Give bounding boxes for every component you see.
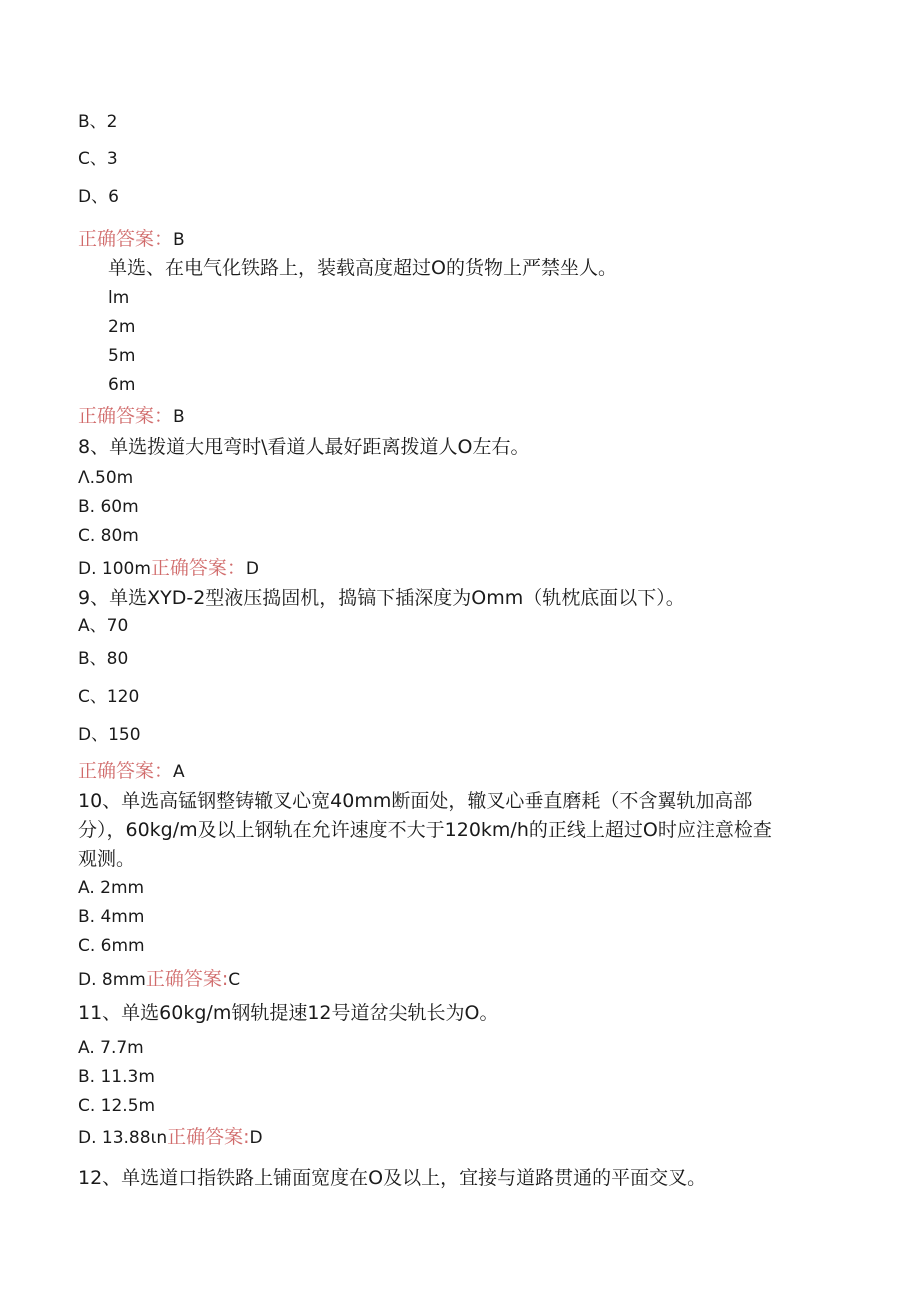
answer-value: D: [245, 559, 260, 579]
option-d: D. 100m: [78, 559, 151, 579]
question-text-cont: 分），60kg∕m及以上钢轨在允许速度不大于120km∕h的正线上超过O时应注意检查: [78, 819, 772, 841]
option-d-with-answer: [78, 968, 240, 991]
question-text: 10、单选高锰钢整铸辙叉心宽40mm断面处，辙叉心垂直磨耗（不含翼轨加高部: [78, 790, 753, 812]
question-text: 12、单选道口指铁路上铺面宽度在O及以上，宜接与道路贯通的平面交叉。: [78, 1167, 707, 1189]
option-c: C. 80m: [78, 526, 139, 546]
question-text: 9、单选XYD-2型液压捣固机，捣镐下插深度为Omm（轨枕底面以下）。: [78, 587, 685, 609]
question-text-cont: 观测。: [78, 848, 136, 870]
answer-value: B: [173, 407, 185, 427]
option-d: D、6: [78, 187, 119, 207]
option-a: Λ.50m: [78, 468, 134, 488]
option-d: D. 8mm: [78, 970, 146, 990]
option-c: C. 6mm: [78, 936, 145, 956]
option-d: 6m: [108, 375, 136, 395]
answer-label: 正确答案：: [150, 557, 246, 579]
answer-value: C: [228, 970, 241, 990]
option-b: B、2: [78, 112, 118, 132]
option-a: A. 2mm: [78, 878, 145, 898]
answer-label: 正确答案:: [167, 1126, 250, 1148]
answer-value: A: [173, 762, 185, 782]
answer-label: 正确答案：: [78, 405, 174, 427]
answer-value: D: [249, 1128, 263, 1148]
option-c: 5m: [108, 346, 136, 366]
question-text: 11、单选60kg∕m钢轨提速12号道岔尖轨长为O。: [78, 1002, 499, 1024]
option-b: B. 4mm: [78, 907, 145, 927]
option-d-with-answer: [78, 557, 259, 580]
option-b: B、80: [78, 649, 129, 669]
answer-line: [78, 228, 185, 251]
option-b: 2m: [108, 317, 136, 337]
answer-line: [78, 760, 185, 783]
option-d-with-answer: [78, 1126, 263, 1149]
question-text: 8、单选拨道大甩弯时\看道人最好距离拨道人O左右。: [78, 436, 530, 458]
option-c: C、3: [78, 149, 118, 169]
answer-label: 正确答案：: [78, 760, 174, 782]
option-a: A. 7.7m: [78, 1038, 144, 1058]
option-c: C、120: [78, 687, 140, 707]
option-a: lm: [108, 288, 130, 308]
option-d: D、150: [78, 725, 141, 745]
option-a: A、70: [78, 616, 129, 636]
answer-label: 正确答案:: [145, 968, 229, 990]
answer-line: [78, 405, 185, 428]
option-b: B. 60m: [78, 497, 139, 517]
question-text: 单选、在电气化铁路上，装载高度超过O的货物上严禁坐人。: [108, 257, 617, 279]
answer-value: B: [173, 230, 185, 250]
option-b: B. 11.3m: [78, 1067, 155, 1087]
option-d: D. 13.88ιn: [78, 1128, 168, 1148]
answer-label: 正确答案：: [78, 228, 174, 250]
option-c: C. 12.5m: [78, 1096, 156, 1116]
